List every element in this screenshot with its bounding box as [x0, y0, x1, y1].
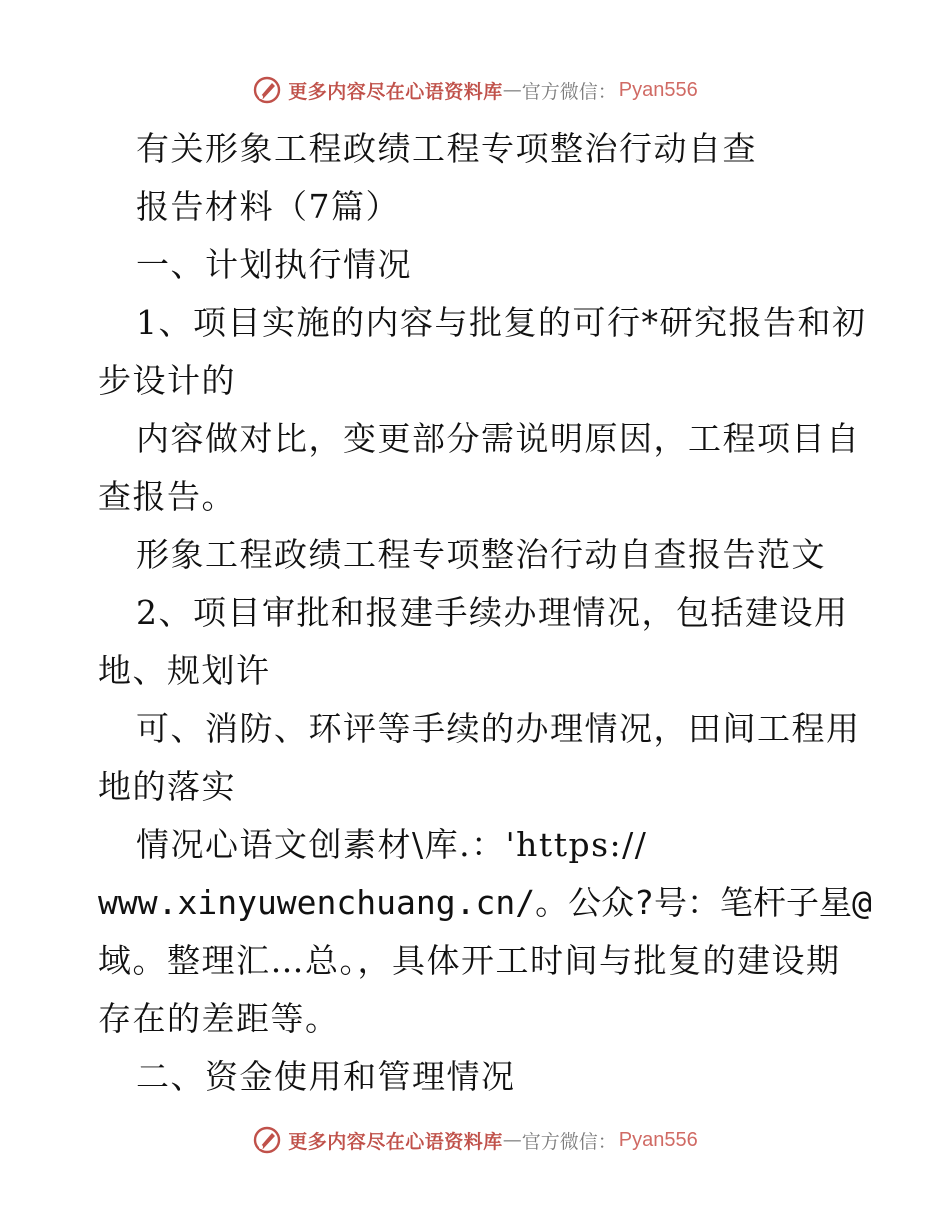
footer-watermark: [0, 1120, 950, 1160]
paragraph-line: 查报告。: [98, 477, 236, 516]
paragraph-line: 情况心语文创素材\库.：'https://: [136, 825, 648, 864]
document-body: [98, 120, 872, 1106]
quill-logo-icon: [252, 1125, 282, 1155]
paragraph-line: 地、规划许: [98, 651, 271, 690]
doc-title-line-2: 报告材料（7篇）: [136, 187, 400, 226]
quill-logo-icon: [252, 75, 282, 105]
paragraph-line: 地的落实: [98, 767, 236, 806]
paragraph-line-url: www.xinyuwenchuang.cn/。公众?号：笔杆子星@: [98, 883, 872, 922]
banner-wechat-id: Pyan556: [618, 1128, 698, 1151]
banner-wechat-label: 官方微信：: [521, 80, 617, 103]
paragraph-line: 2、项目审批和报建手续办理情况，包括建设用: [136, 593, 849, 632]
doc-title-line-1: 有关形象工程政绩工程专项整治行动自查: [136, 129, 757, 168]
paragraph-line: 1、项目实施的内容与批复的可行*研究报告和初: [136, 303, 867, 342]
banner-site-text: 更多内容尽在心语资料库: [288, 1130, 503, 1153]
paragraph-line: 存在的差距等。: [98, 999, 340, 1038]
section-heading-1: 一、计划执行情况: [136, 245, 412, 284]
banner-dash: —: [502, 1129, 522, 1151]
paragraph-line: 域。整理汇…总。，具体开工时间与批复的建设期: [98, 941, 841, 980]
banner-wechat-id: Pyan556: [618, 78, 698, 101]
banner-site-text: 更多内容尽在心语资料库: [288, 80, 503, 103]
header-watermark: [0, 70, 950, 110]
section-heading-2: 二、资金使用和管理情况: [136, 1057, 516, 1096]
paragraph-line: 步设计的: [98, 361, 236, 400]
banner-wechat-label: 官方微信：: [521, 1130, 617, 1153]
banner-dash: —: [502, 79, 522, 101]
paragraph-line: 内容做对比，变更部分需说明原因，工程项目自: [136, 419, 861, 458]
paragraph-line: 可、消防、环评等手续的办理情况，田间工程用: [136, 709, 861, 748]
paragraph-line: 形象工程政绩工程专项整治行动自查报告范文: [136, 535, 826, 574]
